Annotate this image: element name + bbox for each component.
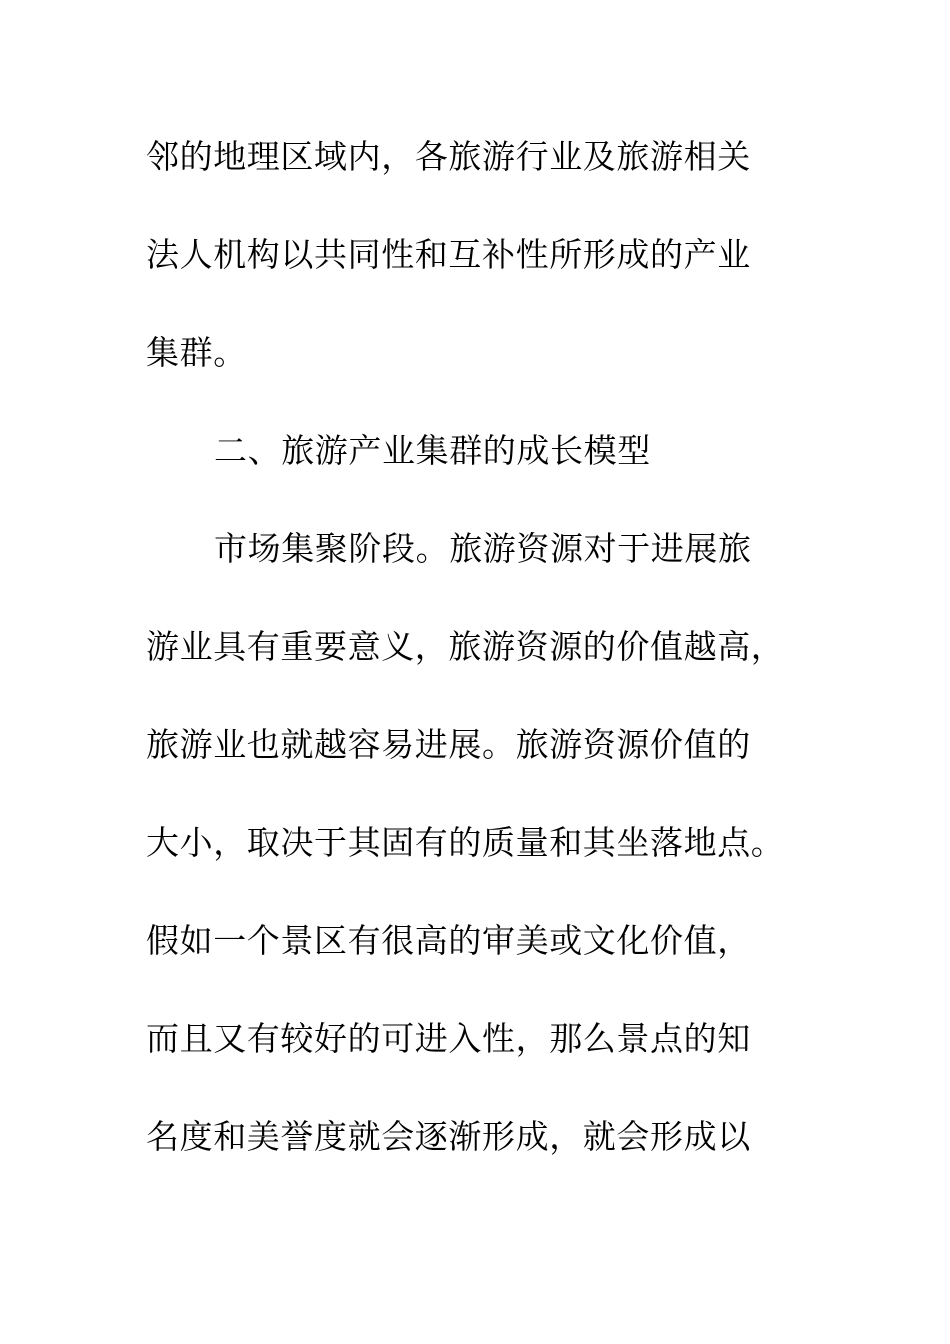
section-heading: 二、旅游产业集群的成长模型 — [214, 431, 651, 470]
paragraph-line: 法人机构以共同性和互补性所形成的产业 — [146, 235, 751, 274]
paragraph-line: 而且又有较好的可进入性，那么景点的知 — [146, 1019, 751, 1058]
paragraph-line: 假如一个景区有很高的审美或文化价值， — [146, 921, 751, 960]
paragraph-line: 旅游业也就越容易进展。旅游资源价值的 — [146, 725, 751, 764]
paragraph-line: 游业具有重要意义，旅游资源的价值越高， — [146, 627, 785, 666]
paragraph-line: 集群。 — [146, 333, 247, 372]
paragraph-line: 名度和美誉度就会逐渐形成，就会形成以 — [146, 1117, 751, 1156]
paragraph-line: 市场集聚阶段。旅游资源对于进展旅 — [214, 529, 752, 568]
paragraph-line: 大小，取决于其固有的质量和其坐落地点。 — [146, 823, 785, 862]
paragraph-line: 邻的地理区域内，各旅游行业及旅游相关 — [146, 137, 751, 176]
